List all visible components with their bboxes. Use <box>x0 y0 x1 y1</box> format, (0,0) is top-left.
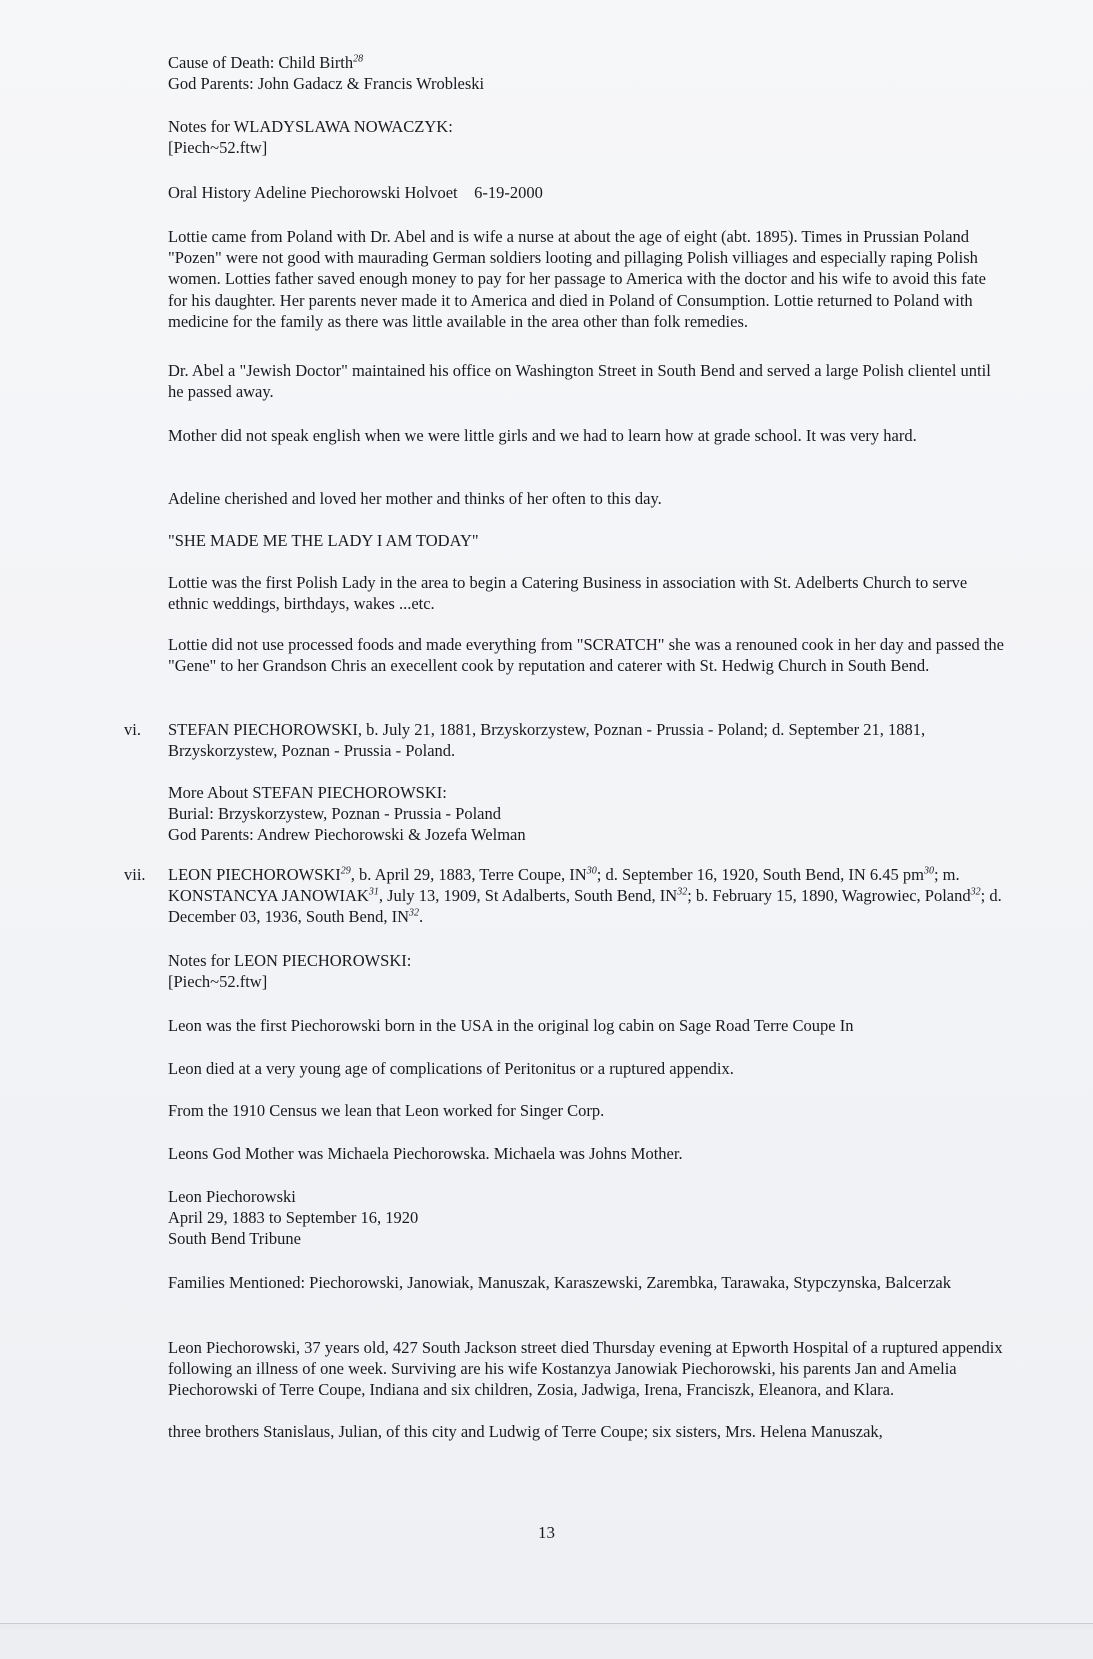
more-about-heading: More About STEFAN PIECHOROWSKI: <box>168 783 447 802</box>
obituary-name: Leon Piechorowski <box>168 1187 296 1206</box>
paragraph-adeline: Adeline cherished and loved her mother and thinks of her often to this day. <box>168 489 662 508</box>
scan-bottom-margin <box>0 1629 1093 1659</box>
oral-history-line: Oral History Adeline Piechorowski Holvoet 6-19-2000 <box>168 183 543 202</box>
god-parents-line: God Parents: Andrew Piechorowski & Jozefa Welman <box>168 825 526 844</box>
burial-line: Burial: Brzyskorzystew, Poznan - Prussia - Poland <box>168 804 502 823</box>
paragraph-census: From the 1910 Census we lean that Leon worked for Singer Corp. <box>168 1101 605 1120</box>
paragraph-leon-died: Leon died at a very young age of complications of Peritonitus or a ruptured appendix. <box>168 1059 734 1078</box>
paragraph-obituary: Leon Piechorowski, 37 years old, 427 South Jackson street died Thursday evening at Epworth Hospital of a ruptured appendix following an illness of one week. Surviving are his wife Kostanzya Janowiak Piechorowski, his parents Jan and Amelia Piechorowski of Terre Coupe, Indiana and six children, Zosia, Jadwiga, Irena, Franciszk, Eleanora, and Klara. <box>168 1338 1003 1400</box>
ftw-reference: [Piech~52.ftw] <box>168 138 268 157</box>
paragraph-brothers: three brothers Stanislaus, Julian, of this city and Ludwig of Terre Coupe; six sisters, Mrs. Helena Manuszak, <box>168 1422 883 1441</box>
entry-stefan: STEFAN PIECHOROWSKI, b. July 21, 1881, Brzyskorzystew, Poznan - Prussia - Poland; d. September 21, 1881, Brzyskorzystew, Poznan - Prussia - Poland. <box>168 720 926 761</box>
ftw-reference: [Piech~52.ftw] <box>168 972 268 991</box>
paragraph-families: Families Mentioned: Piechorowski, Janowiak, Manuszak, Karaszewski, Zarembka, Tarawaka, Stypczynska, Balcerzak <box>168 1273 951 1292</box>
footnote-ref: 28 <box>353 53 364 65</box>
paragraph-mother: Mother did not speak english when we were little girls and we had to learn how at grade school. It was very hard. <box>168 426 917 445</box>
paragraph-leon-first: Leon was the first Piechorowski born in the USA in the original log cabin on Sage Road Terre Coupe In <box>168 1016 854 1035</box>
paragraph-dr-abel: Dr. Abel a "Jewish Doctor" maintained his office on Washington Street in South Bend and served a large Polish clientel until he passed away. <box>168 361 991 402</box>
cause-of-death-line: Cause of Death: Child Birth$^{28}$ <box>168 53 364 72</box>
notes-heading: Notes for WLADYSLAWA NOWACZYK: <box>168 117 453 136</box>
paragraph-quote: "SHE MADE ME THE LADY I AM TODAY" <box>168 531 479 550</box>
paragraph-godmother: Leons God Mother was Michaela Piechorowska. Michaela was Johns Mother. <box>168 1144 683 1163</box>
entry-leon: LEON PIECHOROWSKI$^{29}$, b. April 29, 1883, Terre Coupe, IN$^{30}$; d. September 16, 1920, South Bend, IN 6.45 $pm^{30}$; m. KONSTANCYA JANOWIAK$^{31}$, July 13, 1909, St Adalberts, South Bend, IN$^{32}$; b. February 15, 1890, Wagrowiec, Poland$^{32}$; d. December 03, 1936, South Bend, IN$^{32}$. <box>168 865 1002 927</box>
paragraph-lottie-came: Lottie came from Poland with Dr. Abel and is wife a nurse at about the age of eight (abt. 1895). Times in Prussian Poland "Pozen" were not good with maurading German soldiers looting and pillaging Polish villiages and especially raping Polish women. Lotties father saved enough money to pay for her passage to America with the doctor and his wife to avoid this fate for his daughter. Her parents never made it to America and died in Poland of Consumption. Lottie returned to Poland with medicine for the family as there was little available in the area other than folk remedies. <box>168 227 986 331</box>
entry-number-vi: vi. <box>124 720 141 739</box>
notes-heading: Notes for LEON PIECHOROWSKI: <box>168 951 412 970</box>
obituary-dates: April 29, 1883 to September 16, 1920 <box>168 1208 419 1227</box>
god-parents-line: God Parents: John Gadacz & Francis Wrobleski <box>168 74 485 93</box>
page-number: 13 <box>538 1523 555 1542</box>
obituary-source: South Bend Tribune <box>168 1229 301 1248</box>
paragraph-catering: Lottie was the first Polish Lady in the area to begin a Catering Business in association with St. Adelberts Church to serve ethnic weddings, birthdays, wakes ...etc. <box>168 573 968 614</box>
entry-number-vii: vii. <box>124 865 146 884</box>
paragraph-scratch: Lottie did not use processed foods and made everything from "SCRATCH" she was a renouned cook in her day and passed the "Gene" to her Grandson Chris an execellent cook by reputation and caterer with St. Hedwig Church in South Bend. <box>168 635 1004 676</box>
